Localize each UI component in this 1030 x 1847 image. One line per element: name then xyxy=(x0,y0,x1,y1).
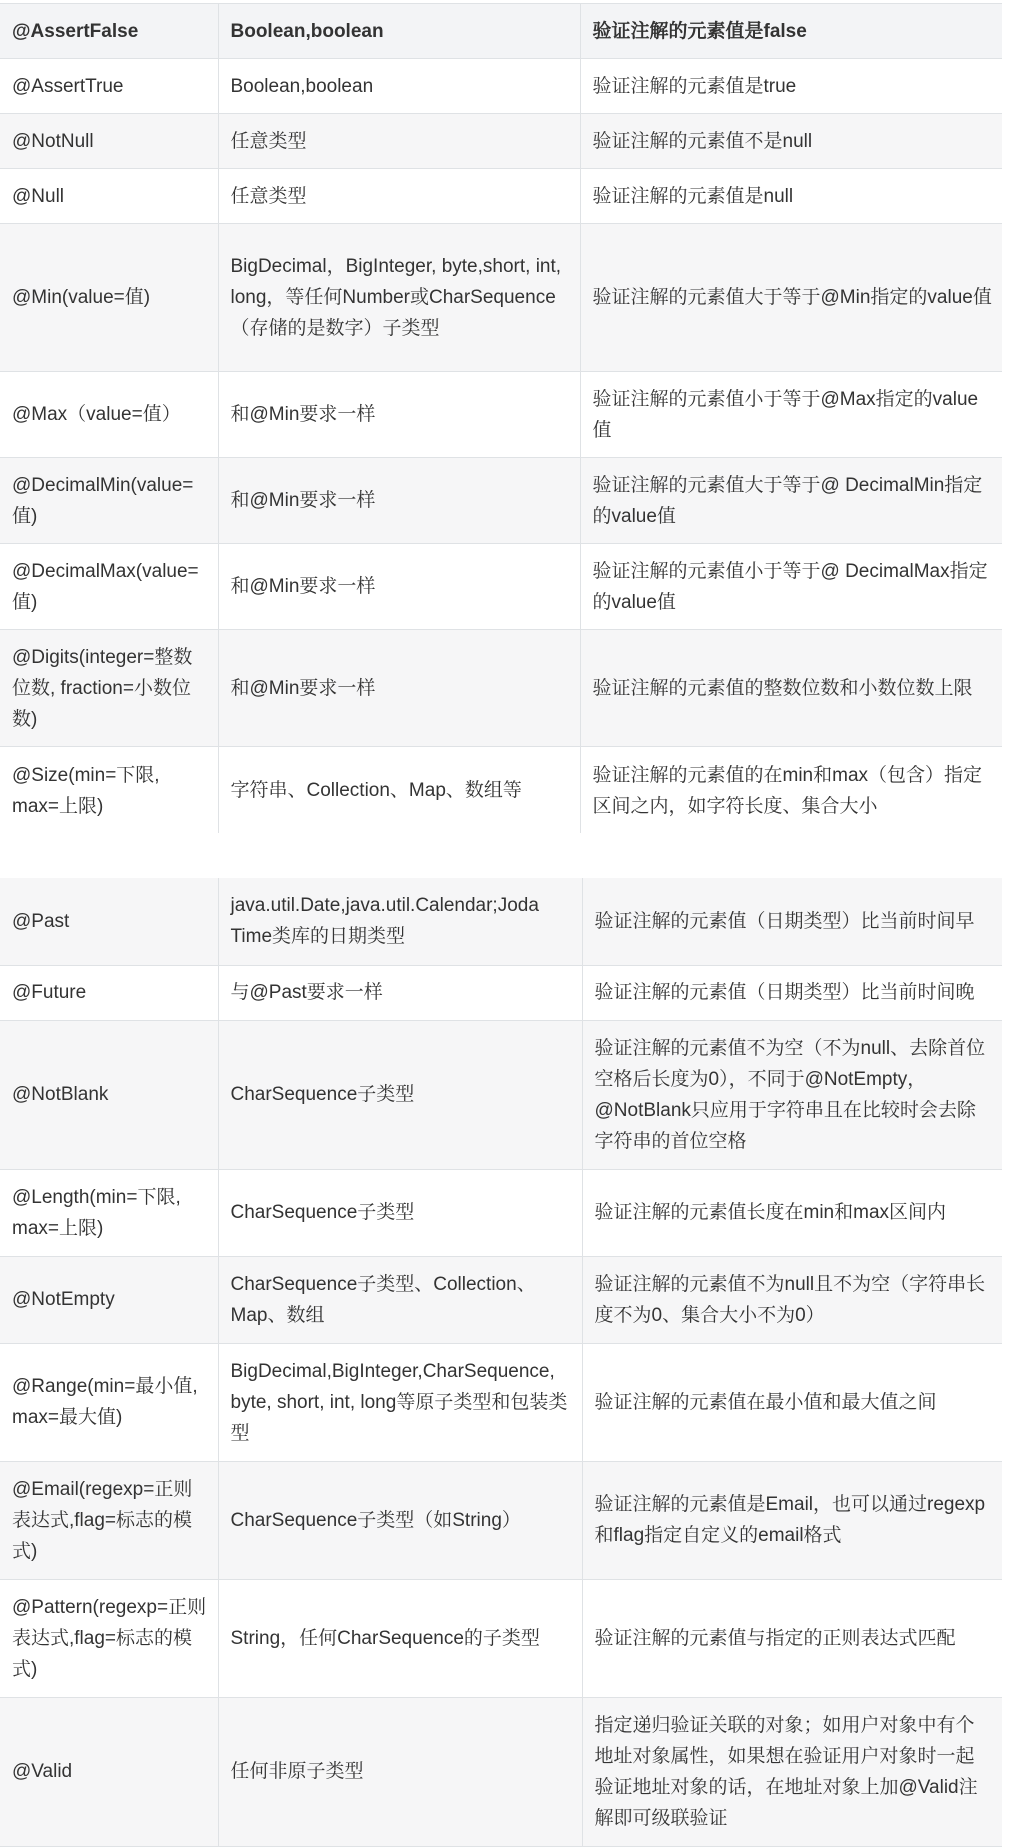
type-cell: CharSequence子类型 xyxy=(218,1169,582,1256)
description-cell: 验证注解的元素值在最小值和最大值之间 xyxy=(582,1343,1002,1461)
table-row xyxy=(0,224,1002,372)
description-cell: 指定递归验证关联的对象；如用户对象中有个地址对象属性，如果想在验证用户对象时一起验证地址对象的话，在地址对象上加@Valid注解即可级联验证 xyxy=(582,1697,1002,1846)
type-cell: Boolean,boolean xyxy=(218,59,580,114)
table-row xyxy=(0,630,1002,747)
annotation-cell: @DecimalMin(value=值) xyxy=(0,458,218,544)
type-cell: CharSequence子类型（如String） xyxy=(218,1461,582,1579)
table-row xyxy=(0,114,1002,169)
description-cell: 验证注解的元素值的整数位数和小数位数上限 xyxy=(580,630,1002,747)
type-cell: 字符串、Collection、Map、数组等 xyxy=(218,747,580,835)
description-cell: 验证注解的元素值不为空（不为null、去除首位空格后长度为0），不同于@NotEmpty，@NotBlank只应用于字符串且在比较时会去除字符串的首位空格 xyxy=(582,1020,1002,1169)
type-cell: 和@Min要求一样 xyxy=(218,544,580,630)
type-cell: 任意类型 xyxy=(218,114,580,169)
validation-annotations-table-2 xyxy=(0,878,1002,1847)
type-cell: BigDecimal,BigInteger,CharSequence, byte, short, int, long等原子类型和包装类型 xyxy=(218,1343,582,1461)
table-row xyxy=(0,878,1002,965)
validation-annotations-table-1 xyxy=(0,3,1002,835)
table-row xyxy=(0,1256,1002,1343)
table-row xyxy=(0,1461,1002,1579)
annotation-cell: @Range(min=最小值, max=最大值) xyxy=(0,1343,218,1461)
annotation-cell: @Null xyxy=(0,169,218,224)
annotation-cell: @Size(min=下限, max=上限) xyxy=(0,747,218,835)
table-row xyxy=(0,169,1002,224)
description-cell: 验证注解的元素值小于等于@Max指定的value值 xyxy=(580,372,1002,458)
annotation-cell: @Digits(integer=整数位数, fraction=小数位数) xyxy=(0,630,218,747)
table-row xyxy=(0,1697,1002,1846)
table-row xyxy=(0,1169,1002,1256)
section-gap xyxy=(0,833,1002,878)
table-row xyxy=(0,544,1002,630)
description-cell: 验证注解的元素值是null xyxy=(580,169,1002,224)
description-cell: 验证注解的元素值不为null且不为空（字符串长度不为0、集合大小不为0） xyxy=(582,1256,1002,1343)
description-cell: 验证注解的元素值（日期类型）比当前时间早 xyxy=(582,878,1002,965)
type-cell: 和@Min要求一样 xyxy=(218,458,580,544)
annotation-cell: @Pattern(regexp=正则表达式,flag=标志的模式) xyxy=(0,1579,218,1697)
type-cell: CharSequence子类型、Collection、Map、数组 xyxy=(218,1256,582,1343)
description-cell: 验证注解的元素值大于等于@Min指定的value值 xyxy=(580,224,1002,372)
annotation-cell: @Min(value=值) xyxy=(0,224,218,372)
header-cell-annotation: @AssertFalse xyxy=(0,4,218,59)
annotation-cell: @Email(regexp=正则表达式,flag=标志的模式) xyxy=(0,1461,218,1579)
table-row xyxy=(0,372,1002,458)
description-cell: 验证注解的元素值与指定的正则表达式匹配 xyxy=(582,1579,1002,1697)
type-cell: 任意类型 xyxy=(218,169,580,224)
description-cell: 验证注解的元素值是Email，也可以通过regexp和flag指定自定义的email格式 xyxy=(582,1461,1002,1579)
annotation-cell: @NotNull xyxy=(0,114,218,169)
annotation-cell: @Past xyxy=(0,878,218,965)
annotation-cell: @NotEmpty xyxy=(0,1256,218,1343)
table-row xyxy=(0,458,1002,544)
description-cell: 验证注解的元素值是true xyxy=(580,59,1002,114)
type-cell: String，任何CharSequence的子类型 xyxy=(218,1579,582,1697)
table-row xyxy=(0,1579,1002,1697)
table-row xyxy=(0,747,1002,835)
annotation-cell: @Length(min=下限, max=上限) xyxy=(0,1169,218,1256)
type-cell: java.util.Date,java.util.Calendar;Joda Time类库的日期类型 xyxy=(218,878,582,965)
table-header-row xyxy=(0,4,1002,59)
description-cell: 验证注解的元素值的在min和max（包含）指定区间之内，如字符长度、集合大小 xyxy=(580,747,1002,835)
header-cell-description: 验证注解的元素值是false xyxy=(580,4,1002,59)
header-cell-type: Boolean,boolean xyxy=(218,4,580,59)
annotation-cell: @AssertTrue xyxy=(0,59,218,114)
table-row xyxy=(0,59,1002,114)
annotation-cell: @Max（value=值） xyxy=(0,372,218,458)
table-row xyxy=(0,965,1002,1020)
type-cell: 和@Min要求一样 xyxy=(218,372,580,458)
annotation-cell: @Future xyxy=(0,965,218,1020)
annotation-cell: @DecimalMax(value=值) xyxy=(0,544,218,630)
description-cell: 验证注解的元素值小于等于@ DecimalMax指定的value值 xyxy=(580,544,1002,630)
annotation-cell: @NotBlank xyxy=(0,1020,218,1169)
type-cell: 和@Min要求一样 xyxy=(218,630,580,747)
description-cell: 验证注解的元素值长度在min和max区间内 xyxy=(582,1169,1002,1256)
type-cell: CharSequence子类型 xyxy=(218,1020,582,1169)
description-cell: 验证注解的元素值（日期类型）比当前时间晚 xyxy=(582,965,1002,1020)
type-cell: 与@Past要求一样 xyxy=(218,965,582,1020)
type-cell: BigDecimal，BigInteger, byte,short, int, long，等任何Number或CharSequence（存储的是数字）子类型 xyxy=(218,224,580,372)
description-cell: 验证注解的元素值不是null xyxy=(580,114,1002,169)
annotation-cell: @Valid xyxy=(0,1697,218,1846)
type-cell: 任何非原子类型 xyxy=(218,1697,582,1846)
table-row xyxy=(0,1020,1002,1169)
description-cell: 验证注解的元素值大于等于@ DecimalMin指定的value值 xyxy=(580,458,1002,544)
table-row xyxy=(0,1343,1002,1461)
